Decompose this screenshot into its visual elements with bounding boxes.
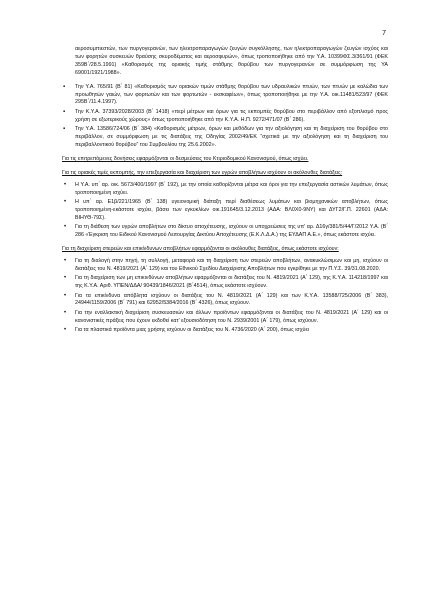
page-number: 7 bbox=[382, 30, 386, 37]
list-item: • Για τη διαχείριση των μη επικινδύνων αποβλήτων εφαρμόζονται οι διατάξεις του Ν. 4819/2021 (Α΄ 129), της Κ.Υ.Α. 114218/1997 και της Κ.Υ.Α. Αριθ. ΥΠΕΝ/ΔΔΑ/ 90439/1846/2021 (Β΄4514), όπως εκάστοτε ισχύουν. bbox=[62, 275, 388, 291]
solid-waste-list bbox=[62, 258, 388, 335]
page-content bbox=[62, 46, 388, 337]
list-item: • Για τη διαλογή στην πηγή, τη συλλογή, μεταφορά και τη διαχείριση των στερεών αποβλήτων, ανακυκλώσιμων και μη, ισχύουν οι διατάξεις του Ν. 4819/2021 (Α΄ 129) και του Εθνικού Σχεδίου Διαχείρισης Αποβλήτων που εγκρίθηκε με την Π.Υ.Σ. 39/31.08.2020. bbox=[62, 258, 388, 274]
solid-waste-heading: Για τη διαχείριση στερεών και επικίνδυνων αποβλήτων εφαρμόζονται οι ακόλουθες διατάξεις, όπως εκάστοτε ισχύουν: bbox=[62, 246, 339, 253]
list-item: • Για τη διάθεση των υγρών αποβλήτων στο δίκτυο αποχέτευσης, ισχύουν οι υποχρεώσεις της υπ' αρ. Δ16γ/381/5/44/Γ/2012 Υ.Α. (Β΄ 286 «Έγκριση του Ειδικού Κανονισμού Λειτουργίας Δικτύου Αποχέτευσης (Ε.Κ.Λ.Δ.Α.) της ΕΥΔΑΠ Α.Ε.», όπως εκάστοτε ισχύει. bbox=[62, 224, 388, 240]
list-item: ▪ Την Κ.Υ.Α. 37393/2028/2003 (Β΄ 1418) «περί μέτρων και όρων για τις εκπομπές θορύβου στο περιβάλλον από εξοπλισμό προς χρήση σε εξωτερικούς χώρους» όπως τροποποιήθηκε από την Κ.Υ.Α. Η.Π. 9272/471/07 (Β΄ 286). bbox=[62, 109, 388, 125]
building-regulation-note: Για τις επιτρεπόμενες δονήσεις εφαρμόζονται οι δεσμεύσεις του Κτιριοδομικού Κανονισμού, όπως ισχύει. bbox=[62, 155, 309, 162]
list-item: • Η Υ.Α. υπ΄ αρ. οικ. 5673/400/1997 (Β΄ 192), με την οποία καθορίζονται μέτρα και όροι για την επεξεργασία αστικών λυμάτων, όπως τροποποιημένη ισχύει. bbox=[62, 182, 388, 198]
list-item: • Για τα επικίνδυνα απόβλητα ισχύουν οι διατάξεις του Ν. 4819/2021 (Α΄ 129) και των Κ.Υ.Α. 13588/725/2006 (Β΄ 383), 24944/1159/2006 (Β΄ 791) και 62952/5384/2016 (Β΄ 4326), όπως ισχύουν. bbox=[62, 293, 388, 309]
list-item: • Για την εναλλακτική διαχείριση συσκευασιών και άλλων προϊόντων εφαρμόζονται οι διατάξεις του Ν. 4819/2021 (Α΄ 129) και οι κανονιστικές πράξεις που έχουν εκδοθεί κατ' εξουσιοδότηση του Ν. 2939/2001 (Α΄ 179), όπως ισχύουν. bbox=[62, 310, 388, 326]
regulations-list bbox=[62, 84, 388, 150]
intro-paragraph: αεροσυμπιεστών, των πυργογερανών, των ηλεκτροπαραγωγών ζευγών συγκόλλησης, των ηλεκτροπαραγωγών ζευγών ισχύος και των φορητών συσκευών θραύσης σκυροδέματος και αεροσφυρών», όπως τροποποιήθηκε από την Υ.Α. 10399ΦΣ.3/361/91 (ΦΕΚ 359Β΄/28.5.1991) «Καθορισμός της οριακής τιμής στάθμης θορύβου των πυργογερανών σε συμμόρφωση της ΥΑ 69001/1921/1988». bbox=[75, 46, 388, 76]
list-item: ▪ Την Υ.Α. 765/91 (Β΄ 81) «Καθορισμός των οριακών τιμών στάθμης θορύβου των υδραυλικών πτυών, των πτυών με καλώδια των προωθητών γαιών, των φορτωτών και των φορτωτών - εκσκαφέων», όπως τροποποιήθηκε με την Υ.Α. οικ.11481/523/97 (ΦΕΚ 295Β΄/11.4.1997). bbox=[62, 84, 388, 108]
liquid-waste-heading: Για τις οριακές τιμές εκπομπής, την επεξεργασία και διαχείριση των υγρών αποβλήτων ισχύουν οι ακόλουθες διατάξεις: bbox=[62, 169, 343, 176]
list-item: • Για τα πλαστικά προϊόντα μιας χρήσης ισχύουν οι διατάξεις του Ν. 4736/2020 (Α΄ 200), όπως ισχύει bbox=[62, 327, 388, 335]
liquid-waste-list bbox=[62, 182, 388, 240]
list-item: ▪ Την Υ.Α. 13586/724/06 (Β΄ 384) «Καθορισμός μέτρων, όρων και μεθόδων για την αξιολόγηση και τη διαχείριση του θορύβου στο περιβάλλον, σε συμμόρφωση με τις διατάξεις της Οδηγίας 2002/49/ΕΚ “σχετικά με την αξιολόγηση και τη διαχείριση του περιβαλλοντικού θορύβου” του Συμβουλίου της 25.6.2002». bbox=[62, 126, 388, 150]
list-item: • Η υπ΄ αρ. Ε1β/221/1965 (Β΄ 138) υγειονομική διάταξη περί διαθέσεως λυμάτων και βιομηχανικών αποβλήτων, όπως τροποποιημένη-εκάστοτε ισχύει, βάσει των εγκυκλίων οικ.191645/3.12.2013 (ΑΔΑ: ΒΛ0Χ0-9ΝΥ) και ΔΥΓ2/Γ.Π. 22601 (ΑΔΑ: ΒΙΗΥΘ-79Σ). bbox=[62, 199, 388, 223]
